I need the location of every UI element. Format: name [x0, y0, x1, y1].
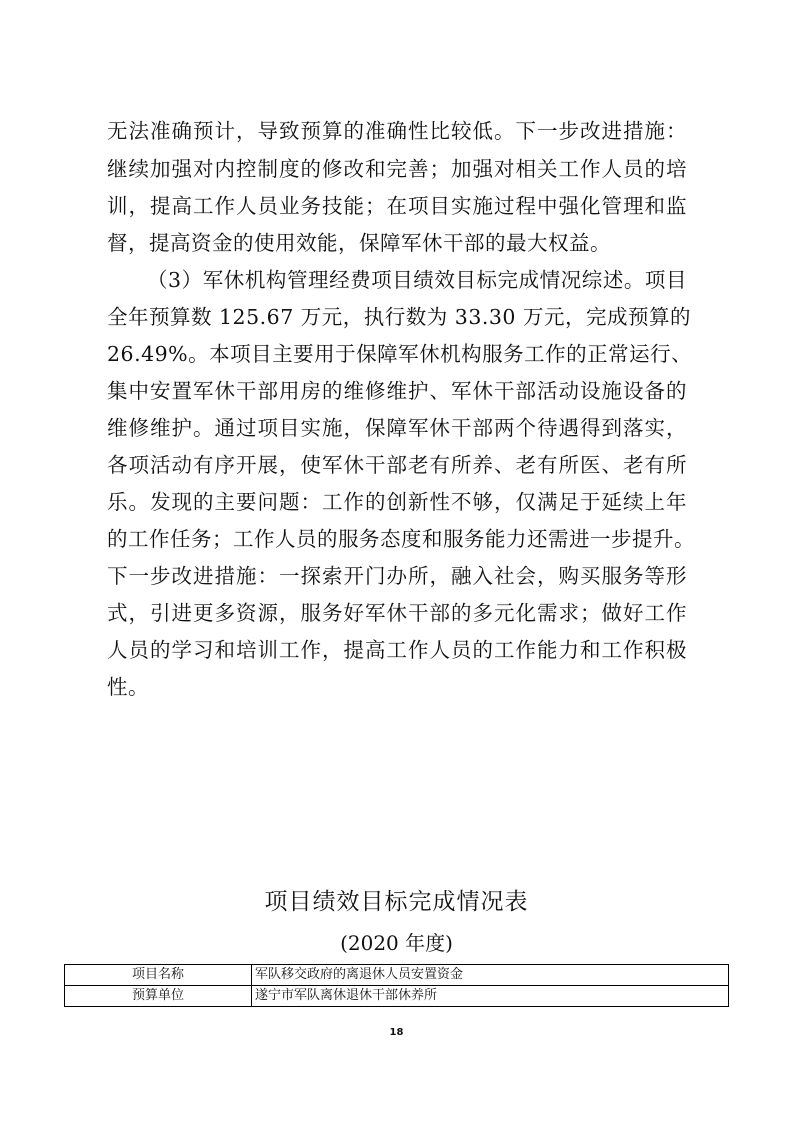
- paragraph-line: 集中安置军休干部用房的维修维护、军休干部活动设施设备的: [107, 379, 687, 403]
- paragraph-line: 无法准确预计，导致预算的准确性比较低。下一步改进措施：: [107, 119, 687, 143]
- paragraph-line: 性。: [107, 675, 149, 699]
- paragraph-line: 式，引进更多资源，服务好军休干部的多元化需求；做好工作: [107, 601, 687, 625]
- table-year: (2020 年度): [340, 931, 453, 955]
- paragraph-line: 全年预算数 125.67 万元，执行数为 33.30 万元，完成预算的: [107, 305, 691, 329]
- paragraph-line: 下一步改进措施：一探索开门办所，融入社会，购买服务等形: [107, 564, 687, 588]
- paragraph-line: 26.49%。本项目主要用于保障军休机构服务工作的正常运行、: [107, 342, 693, 366]
- table-row: [65, 965, 729, 986]
- paragraph-line: 人员的学习和培训工作，提高工作人员的工作能力和工作积极: [107, 638, 687, 662]
- page-number: 18: [389, 1027, 404, 1038]
- paragraph-line: 继续加强对内控制度的修改和完善；加强对相关工作人员的培: [107, 157, 687, 181]
- paragraph-line: 的工作任务；工作人员的服务态度和服务能力还需进一步提升。: [107, 527, 695, 551]
- table-title: 项目绩效目标完成情况表: [264, 889, 529, 915]
- table-cell-label: 预算单位: [65, 986, 252, 1007]
- performance-table: [64, 964, 729, 1007]
- paragraph-line: 训，提高工作人员业务技能；在项目实施过程中强化管理和监: [107, 194, 687, 218]
- table-cell-value: 遂宁市军队离休退休干部休养所: [252, 986, 729, 1007]
- paragraph-line: 乐。发现的主要问题：工作的创新性不够，仅满足于延续上年: [107, 490, 687, 514]
- paragraph-line: 各项活动有序开展，使军休干部老有所养、老有所医、老有所: [107, 453, 687, 477]
- table-cell-label: 项目名称: [65, 965, 252, 986]
- paragraph-line: 维修维护。通过项目实施，保障军休干部两个待遇得到落实，: [107, 416, 687, 440]
- paragraph-line: （3）军休机构管理经费项目绩效目标完成情况综述。项目: [147, 268, 687, 292]
- table-cell-value: 军队移交政府的离退休人员安置资金: [252, 965, 729, 986]
- table-row: [65, 986, 729, 1007]
- paragraph-line: 督，提高资金的使用效能，保障军休干部的最大权益。: [107, 231, 611, 255]
